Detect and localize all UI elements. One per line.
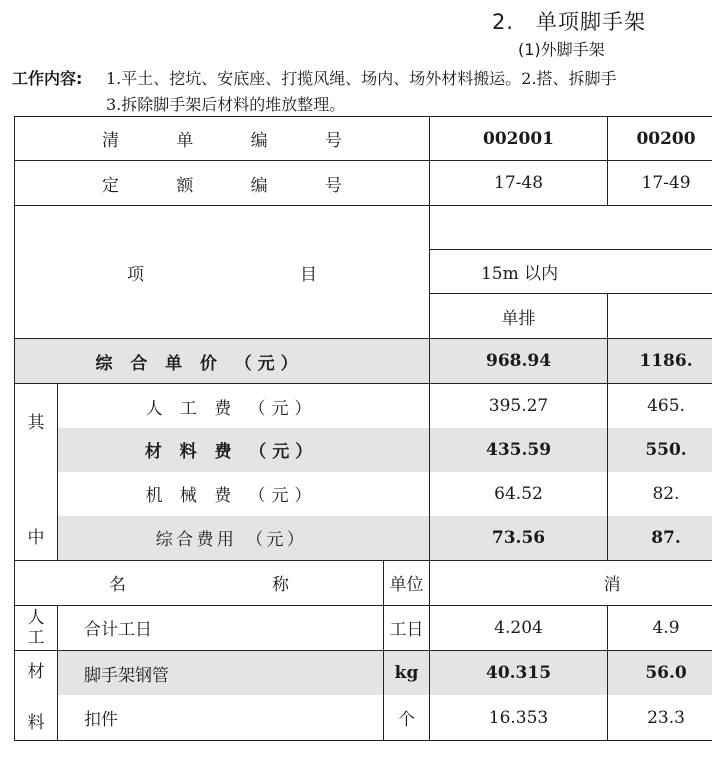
row-type-double	[608, 294, 712, 339]
height-group: 15m 以内	[430, 250, 712, 294]
resource-row	[15, 695, 712, 740]
cost-row	[15, 516, 712, 560]
total-label: 综 合 单 价 （元）	[15, 339, 430, 384]
code-row	[15, 117, 712, 161]
cost-value-1: 435.59	[430, 428, 608, 472]
cost-label: 机 械 费 （元）	[58, 472, 430, 516]
cost-label: 材 料 费 （元）	[58, 428, 430, 472]
work-content-line-2: 3.拆除脚手架后材料的堆放整理。	[106, 95, 346, 114]
of-which-label	[15, 384, 58, 560]
quota-row	[15, 161, 712, 206]
work-content-label: 工作内容:	[12, 69, 83, 88]
resource-name: 扣件	[58, 695, 384, 740]
resource-unit: 个	[384, 695, 430, 740]
section-title: 2. 单项脚手架	[492, 10, 647, 34]
quota-cell-2: 17-49	[608, 161, 712, 206]
cost-value-2: 82.	[608, 472, 712, 516]
cost-row	[15, 384, 712, 428]
resource-value-2: 56.0	[608, 650, 712, 695]
item-label-left: 项	[127, 264, 144, 285]
resource-value-1: 16.353	[430, 695, 608, 740]
resource-unit: kg	[384, 650, 430, 695]
resource-value-2: 4.9	[608, 605, 712, 650]
resource-name: 合计工日	[58, 605, 384, 650]
quota-label: 定 额 编 号	[15, 161, 430, 206]
resource-value-2: 23.3	[608, 695, 712, 740]
labor-category: 人工	[15, 605, 58, 650]
consume-header: 消	[430, 560, 712, 605]
item-label	[15, 206, 430, 339]
cost-value-2: 550.	[608, 428, 712, 472]
cost-value-2: 87.	[608, 516, 712, 560]
row-type-single: 单排	[430, 294, 608, 339]
section-subtitle: (1)外脚手架	[518, 40, 605, 59]
material-cat-top: 材	[27, 662, 45, 683]
cost-label: 人 工 费 （元）	[58, 384, 430, 428]
total-cell-1: 968.94	[430, 339, 608, 384]
cost-value-1: 395.27	[430, 384, 608, 428]
name-header-left: 名	[109, 575, 126, 596]
code-label: 清 单 编 号	[15, 117, 430, 161]
total-cell-2: 1186.	[608, 339, 712, 384]
resource-row	[15, 605, 712, 650]
total-row	[15, 339, 712, 384]
item-label-right: 目	[300, 264, 317, 285]
height-group-top	[430, 206, 712, 250]
code-cell-2: 00200	[608, 117, 712, 161]
of-which-top: 其	[27, 413, 45, 434]
of-which-bottom: 中	[27, 528, 45, 549]
cost-value-2: 465.	[608, 384, 712, 428]
cost-row	[15, 472, 712, 516]
name-header-right: 称	[272, 575, 289, 596]
resource-name: 脚手架钢管	[58, 650, 384, 695]
resource-unit: 工日	[384, 605, 430, 650]
cost-row	[15, 428, 712, 472]
quota-cell-1: 17-48	[430, 161, 608, 206]
resource-header-row	[15, 560, 712, 605]
unit-header: 单位	[384, 560, 430, 605]
name-header	[15, 560, 384, 605]
work-content-line-1: 1.平土、挖坑、安底座、打揽风绳、场内、场外材料搬运。2.搭、拆脚手	[106, 69, 617, 88]
resource-row	[15, 650, 712, 695]
cost-value-1: 64.52	[430, 472, 608, 516]
cost-label: 综合费用 （元）	[58, 516, 430, 560]
code-cell-1: 002001	[430, 117, 608, 161]
resource-value-1: 40.315	[430, 650, 608, 695]
material-cat-bottom: 料	[27, 713, 45, 734]
cost-value-1: 73.56	[430, 516, 608, 560]
material-category	[15, 650, 58, 740]
quota-table	[14, 116, 712, 741]
resource-value-1: 4.204	[430, 605, 608, 650]
